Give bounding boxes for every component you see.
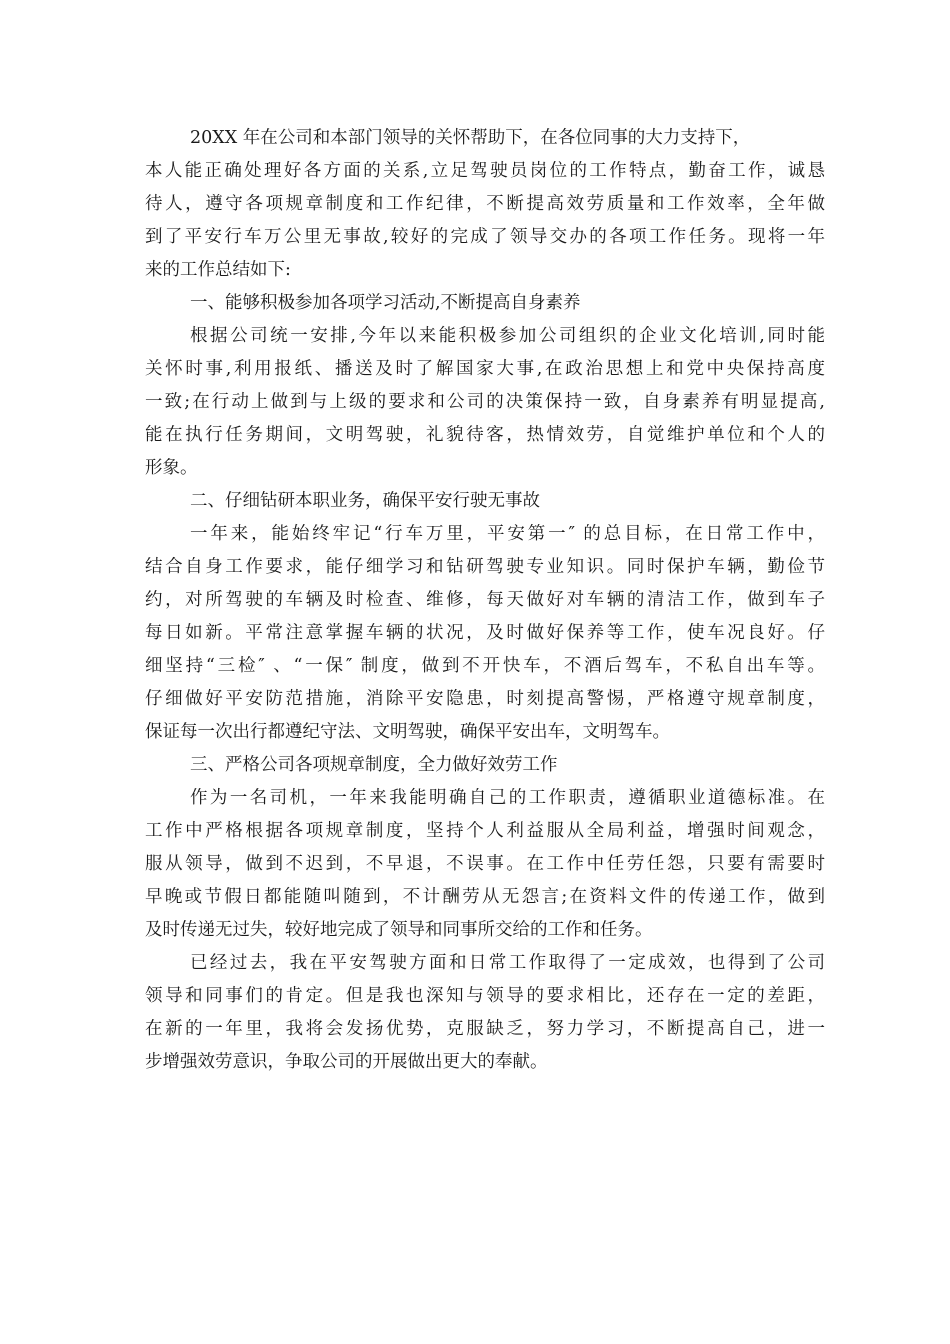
text-line: 约，对所驾驶的车辆及时检查、维修，每天做好对车辆的清洁工作，做到车子 [145, 590, 825, 610]
text-line: 领导和同事们的肯定。但是我也深知与领导的要求相比，还存在一定的差距， [145, 986, 825, 1006]
text-line: 步增强效劳意识，争取公司的开展做出更大的奉献。 [145, 1052, 548, 1072]
text-line: 服从领导，做到不迟到，不早退，不误事。在工作中任劳任怨，只要有需要时 [145, 854, 825, 874]
text-line: 一、能够积极参加各项学习活动,不断提高自身素养 [190, 293, 581, 313]
text-line: 细坚持“三检″ 、“一保″ 制度，做到不开快车，不酒后驾车，不私自出车等。 [145, 656, 825, 676]
text-line: 二、仔细钻研本职业务，确保平安行驶无事故 [190, 491, 540, 511]
text-line: 本人能正确处理好各方面的关系,立足驾驶员岗位的工作特点，勤奋工作，诚恳 [145, 161, 825, 181]
text-line: 来的工作总结如下: [145, 260, 291, 280]
text-line: 早晚或节假日都能随叫随到，不计酬劳从无怨言;在资料文件的传递工作，做到 [145, 887, 825, 907]
text-line: 仔细做好平安防范措施，消除平安隐患，时刻提高警惕，严格遵守规章制度， [145, 689, 825, 709]
text-line: 作为一名司机，一年来我能明确自己的工作职责，遵循职业道德标准。在 [190, 788, 825, 808]
text-line: 待人，遵守各项规章制度和工作纪律，不断提高效劳质量和工作效率，全年做 [145, 194, 825, 214]
text-line: 工作中严格根据各项规章制度，坚持个人利益服从全局利益，增强时间观念， [145, 821, 825, 841]
text-line: 形象。 [145, 458, 198, 478]
text-line: 能在执行任务期间，文明驾驶，礼貌待客，热情效劳，自觉维护单位和个人的 [145, 425, 825, 445]
text-line: 每日如新。平常注意掌握车辆的状况，及时做好保养等工作，使车况良好。仔 [145, 623, 825, 643]
text-line: 根据公司统一安排,今年以来能积极参加公司组织的企业文化培训,同时能 [190, 326, 825, 346]
text-line: 在新的一年里，我将会发扬优势，克服缺乏，努力学习，不断提高自己，进一 [145, 1019, 825, 1039]
text-line: 及时传递无过失，较好地完成了领导和同事所交给的工作和任务。 [145, 920, 653, 940]
text-line: 三、严格公司各项规章制度，全力做好效劳工作 [190, 755, 558, 775]
text-line: 保证每一次出行都遵纪守法、文明驾驶，确保平安出车，文明驾车。 [145, 722, 670, 742]
text-line: 一年来，能始终牢记“行车万里，平安第一″ 的总目标，在日常工作中， [190, 524, 825, 544]
text-line: 已经过去，我在平安驾驶方面和日常工作取得了一定成效，也得到了公司 [190, 953, 825, 973]
text-line: 结合自身工作要求，能仔细学习和钻研驾驶专业知识。同时保护车辆，勤俭节 [145, 557, 825, 577]
text-line: 一致;在行动上做到与上级的要求和公司的决策保持一致，自身素养有明显提高, [145, 392, 825, 412]
text-line: 关怀时事,利用报纸、播送及时了解国家大事,在政治思想上和党中央保持高度 [145, 359, 825, 379]
text-line: 到了平安行车万公里无事故,较好的完成了领导交办的各项工作任务。现将一年 [145, 227, 825, 247]
document-body [145, 122, 825, 1079]
text-line: 20XX 年在公司和本部门领导的关怀帮助下，在各位同事的大力支持下， [190, 128, 751, 148]
